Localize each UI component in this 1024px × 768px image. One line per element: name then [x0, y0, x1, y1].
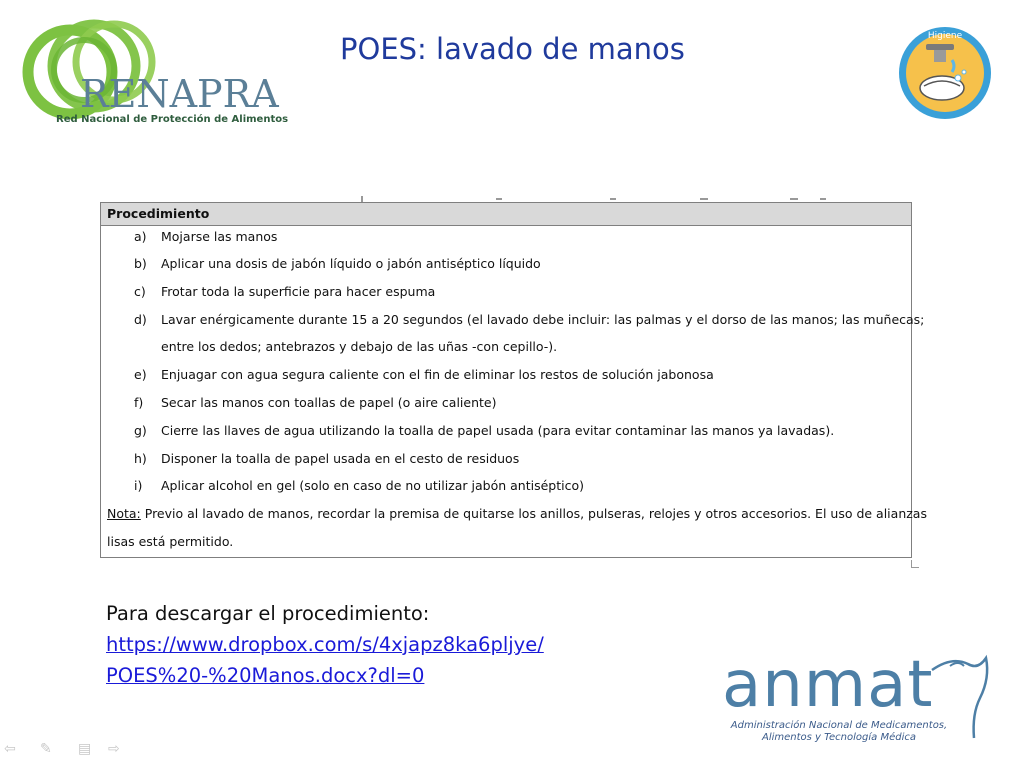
page-title: POES: lavado de manos — [340, 32, 685, 66]
forward-arrow-icon[interactable]: ⇨ — [108, 740, 120, 756]
pen-icon[interactable]: ✎ — [40, 740, 52, 756]
anmat-subtitle: Administración Nacional de Medicamentos, Alimentos y Tecnología Médica — [730, 720, 948, 743]
download-section — [106, 598, 544, 691]
badge-label: Higiene — [927, 31, 963, 41]
table-note-continuation: lisas está permitido. — [107, 534, 234, 549]
slide-nav — [4, 738, 134, 760]
renapra-wordmark: RENAPRA — [80, 72, 279, 116]
menu-icon[interactable]: ▤ — [78, 740, 92, 756]
renapra-subtitle: Red Nacional de Protección de Alimentos — [56, 114, 289, 125]
download-link-line1[interactable]: https://www.dropbox.com/s/4xjapz8ka6pljye/ — [106, 633, 544, 656]
renapra-logo — [14, 18, 289, 130]
download-link-line2[interactable]: POES%20-%20Manos.docx?dl=0 — [106, 664, 425, 687]
table-header: Procedimiento — [101, 203, 911, 226]
anmat-logo — [722, 650, 1007, 755]
table-note — [107, 503, 927, 525]
note-label: Nota: — [107, 506, 141, 521]
procedure-table: Procedimiento a) Mojarse las manos b) Aplicar una dosis de jabón líquido o jabón antiséptico líquido c) Frotar toda la superficie para hacer espuma d) Lavar enérgicamente durante 15 a 20 segundos (el lavado debe incluir: las palmas y el dorso de las manos; las muñecas; entre los dedos; antebrazos y debajo de las uñas -con cepillo-). e) Enjuagar con agua segura caliente con el fin de eliminar los restos de solución jabonosa f) Secar las manos con toallas de papel (o aire caliente) g) Cierre las llaves de agua utilizando la toalla de papel usada (para evitar contaminar las manos ya lavadas). h) Disponer la toalla de papel usada en el cesto de residuos i) Aplicar alcohol en gel (solo en caso de no utilizar jabón antiséptico) Nota: Previo al lavado de manos, recordar la premisa de quitarse los anillos, pulseras, relojes y otros accesorios. El uso de alianzas lisas está permitido. — [100, 202, 912, 558]
handwashing-badge-icon — [896, 24, 994, 122]
table-corner-mark — [911, 560, 919, 568]
download-label: Para descargar el procedimiento: — [106, 602, 430, 625]
note-text: Previo al lavado de manos, recordar la premisa de quitarse los anillos, pulseras, relojes y otros accesorios. El uso de alianzas — [140, 506, 927, 521]
back-arrow-icon[interactable]: ⇦ — [4, 740, 16, 756]
anmat-wordmark: anmat — [722, 648, 934, 722]
